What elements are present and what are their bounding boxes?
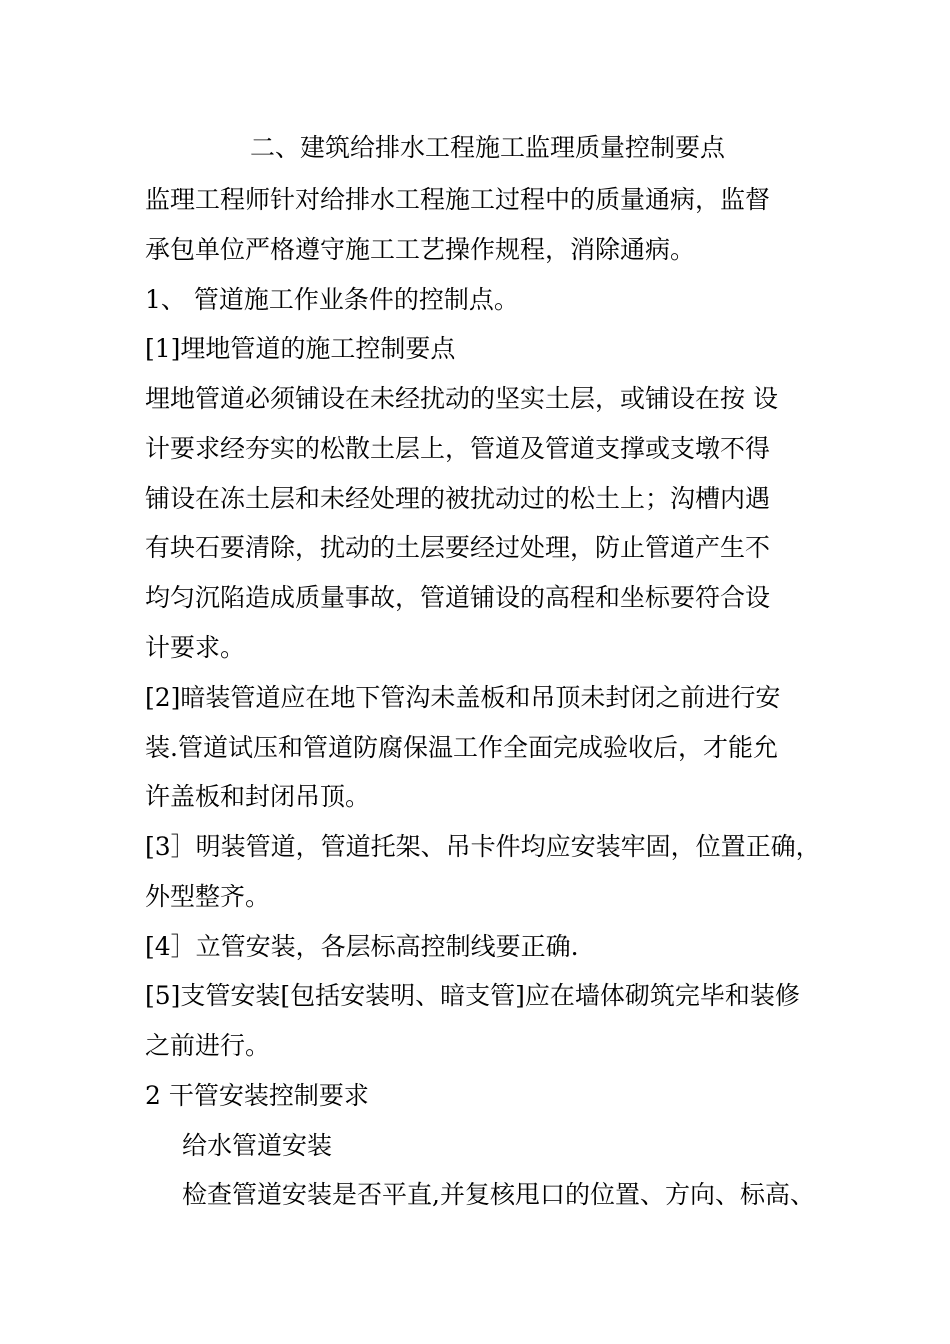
item-1-heading: [1]埋地管道的施工控制要点 [145, 334, 456, 363]
item-2-line: [2]暗装管道应在地下管沟未盖板和吊顶未封闭之前进行安 [145, 683, 781, 712]
intro-line-2: 承包单位严格遵守施工工艺操作规程，消除通病。 [145, 235, 696, 264]
body-last-line: 检查管道安装是否平直,并复核甩口的位置、方向、标高、 [182, 1180, 815, 1209]
item-2-line: 许盖板和封闭吊顶。 [145, 782, 371, 811]
item-1-body-line: 有块石要清除，扰动的土层要经过处理，防止管道产生不 [145, 533, 771, 562]
item-4-line: [4］立管安装，各层标高控制线要正确. [145, 932, 579, 961]
item-5-line: [5]支管安装[包括安装明、暗支管]应在墙体砌筑完毕和装修 [145, 981, 800, 1010]
item-1-body-line: 铺设在冻土层和未经处理的被扰动过的松土上；沟槽内遇 [145, 484, 771, 513]
item-3-line: 外型整齐。 [145, 882, 271, 911]
item-2-line: 装.管道试压和管道防腐保温工作全面完成验收后，才能允 [145, 733, 778, 762]
item-1-body-line: 埋地管道必须铺设在未经扰动的坚实土层，或铺设在按 设 [145, 384, 778, 413]
intro-line-1: 监理工程师针对给排水工程施工过程中的质量通病，监督 [145, 185, 771, 214]
section-2-heading: 2 干管安装控制要求 [145, 1081, 369, 1110]
item-1-body-line: 计要求。 [145, 633, 246, 662]
section-1-heading: 1、 管道施工作业条件的控制点。 [145, 285, 519, 314]
item-5-line: 之前进行。 [145, 1031, 271, 1060]
document-title: 二、建筑给排水工程施工监理质量控制要点 [250, 133, 726, 162]
item-3-line: [3］明装管道，管道托架、吊卡件均应安装牢固，位置正确， [145, 832, 821, 861]
sub-heading-water-supply: 给水管道安装 [182, 1131, 333, 1160]
item-1-body-line: 计要求经夯实的松散土层上，管道及管道支撑或支墩不得 [145, 434, 771, 463]
item-1-body-line: 均匀沉陷造成质量事故，管道铺设的高程和坐标要符合设 [145, 583, 771, 612]
